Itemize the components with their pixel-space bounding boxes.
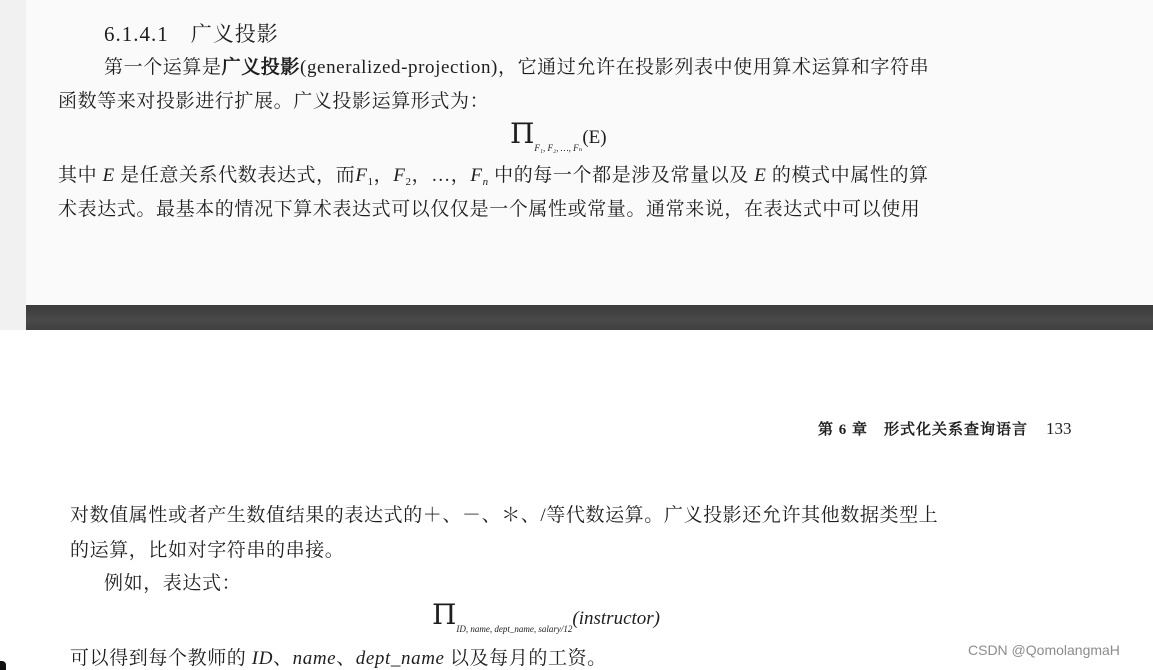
section-heading: 6.1.4.1 广义投影 <box>104 22 279 46</box>
math-var: E <box>102 165 115 186</box>
scan-left-edge <box>0 0 26 330</box>
text-run: 是任意关系代数表达式，而 <box>120 165 356 186</box>
top-para2-line2: 术表达式。最基本的情况下算术表达式可以仅仅是一个属性或常量。通常来说，在表达式中可以使用 <box>58 199 921 220</box>
scan-corner-mark <box>0 661 6 670</box>
bold-term: 广义投影 <box>221 57 301 78</box>
bottom-para1-line3: 例如，表达式： <box>104 573 242 594</box>
formula-argument: (E) <box>582 127 607 148</box>
attr-id: ID <box>251 648 274 669</box>
text-run: 中的每一个都是涉及常量以及 <box>494 165 749 186</box>
csdn-watermark: CSDN @QomolangmaH <box>968 642 1120 658</box>
text-run: (generalized-projection)，它通过允许在投影列表中使用算术运算和字符串 <box>300 57 930 78</box>
text-run: 其中 <box>58 165 98 186</box>
text-run: ，…， <box>411 165 471 186</box>
formula-subscript: ID, name, dept_name, salary/12 <box>456 624 573 634</box>
text-run: 可以得到每个教师的 <box>70 648 247 669</box>
formula-subscript: F₁, F₂, …, Fₙ <box>534 143 583 153</box>
formula-argument: (instructor) <box>572 608 661 629</box>
page-number: 133 <box>1046 419 1072 438</box>
math-var: F <box>470 165 483 186</box>
running-header <box>818 418 1072 439</box>
formula-generalized-projection <box>510 117 607 154</box>
formula-instructor-projection <box>432 598 660 634</box>
pi-operator: Π <box>510 117 535 150</box>
math-subscript: 2 <box>405 176 412 188</box>
math-subscript: 1 <box>367 176 374 188</box>
text-run: 、 <box>273 648 293 669</box>
chapter-title: 第 6 章 形式化关系查询语言 <box>818 422 1029 438</box>
text-run: 、 <box>336 648 356 669</box>
top-para2-line1 <box>58 160 929 188</box>
attr-dept-name: dept_name <box>355 648 445 669</box>
bottom-para1-line1: 对数值属性或者产生数值结果的表达式的＋、－、＊、/等代数运算。广义投影还允许其他数据类型上 <box>70 505 939 526</box>
attr-name: name <box>292 648 337 669</box>
math-var: F <box>393 165 406 186</box>
math-subscript: n <box>482 176 489 188</box>
pi-operator: Π <box>432 598 457 631</box>
bottom-para1-line2: 的运算，比如对字符串的串接。 <box>70 540 345 561</box>
top-para1-line2: 函数等来对投影进行扩展。广义投影运算形式为： <box>58 91 490 112</box>
text-run: 第一个运算是 <box>104 57 222 78</box>
text-run: 的模式中属性的算 <box>771 165 929 186</box>
math-var: E <box>754 165 767 186</box>
page-separator-band <box>26 305 1153 330</box>
math-var: F <box>355 165 368 186</box>
bottom-para2 <box>70 643 607 670</box>
top-para1-line1 <box>104 52 929 79</box>
text-run: ， <box>373 165 394 186</box>
text-run: 以及每月的工资。 <box>449 648 607 669</box>
